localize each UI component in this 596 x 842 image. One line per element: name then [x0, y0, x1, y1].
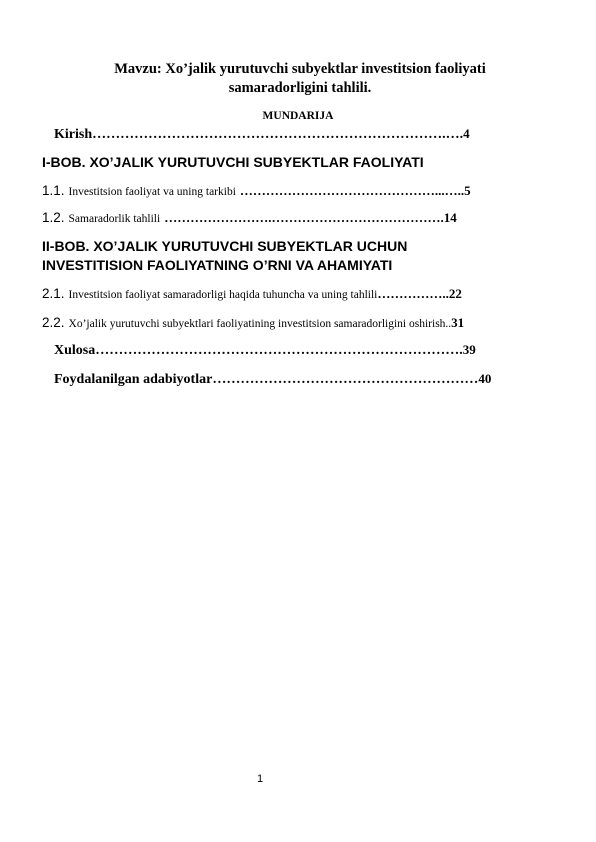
toc-page-number: 22	[448, 286, 462, 301]
toc-entry-1-2[interactable]	[42, 209, 457, 227]
toc-entry-2-1[interactable]	[42, 285, 462, 303]
toc-label: Xulosa	[54, 343, 96, 358]
chapter-2-line-1: II-BOB. XO’JALIK YURUTUVCHI SUBYEKTLAR UCHUN	[42, 238, 408, 254]
toc-page-number: 14	[443, 210, 457, 225]
toc-entry-2-2[interactable]	[42, 314, 464, 332]
contents-heading: MUNDARIJA	[262, 110, 334, 122]
toc-page-number: 4	[463, 126, 470, 141]
toc-section-number: 1.1.	[42, 183, 65, 198]
toc-section-number: 1.2.	[42, 210, 65, 225]
toc-label: Samaradorlik tahlili	[68, 213, 161, 225]
toc-entry-adabiyotlar[interactable]	[54, 371, 491, 388]
toc-leader-dots: …………………………………………………	[212, 372, 479, 387]
toc-chapter-2[interactable]	[42, 237, 562, 275]
toc-chapter-1[interactable]: I-BOB. XO’JALIK YURUTUVCHI SUBYEKTLAR FAOLIYATI	[42, 154, 424, 170]
toc-entry-xulosa[interactable]	[54, 342, 476, 359]
toc-label: Investitsion faoliyat samaradorligi haqida tuhuncha va uning tahlili	[68, 289, 378, 301]
document-title	[40, 60, 560, 98]
toc-leader-dots: ……………..	[377, 286, 449, 301]
toc-section-number: 2.2.	[42, 315, 65, 330]
toc-leader-dots: …………………………………………………………………….	[95, 343, 463, 358]
toc-page-number: 5	[464, 183, 471, 198]
toc-page-number: 40	[478, 371, 492, 386]
toc-entry-kirish[interactable]	[54, 126, 470, 143]
toc-page-number: 39	[462, 342, 476, 357]
toc-label: Investitsion faoliyat va uning tarkibi	[68, 186, 236, 198]
title-line-2: samaradorligini tahlili.	[228, 80, 372, 96]
toc-section-number: 2.1.	[42, 286, 65, 301]
toc-page-number: 31	[451, 315, 465, 330]
toc-leader-dots: ………………………………………...…..	[239, 183, 465, 198]
toc-leader-dots: ………………………………………………………………….….	[92, 127, 464, 142]
chapter-2-line-2: INVESTITISION FAOLIYATNING O’RNI VA AHAMIYATI	[42, 257, 393, 273]
toc-label: Foydalanilgan adabiyotlar	[54, 372, 213, 387]
title-line-1: Mavzu: Xo’jalik yurutuvchi subyektlar investitsion faoliyati	[114, 61, 486, 77]
toc-leader-dots: …………………….………………………………….	[164, 210, 444, 225]
page-number: 1	[256, 773, 264, 785]
toc-label: Kirish	[54, 127, 93, 142]
toc-label: Xo’jalik yurutuvchi subyektlari faoliyatining investitsion samaradorligini oshirish..	[68, 318, 452, 330]
toc-entry-1-1[interactable]	[42, 182, 471, 200]
